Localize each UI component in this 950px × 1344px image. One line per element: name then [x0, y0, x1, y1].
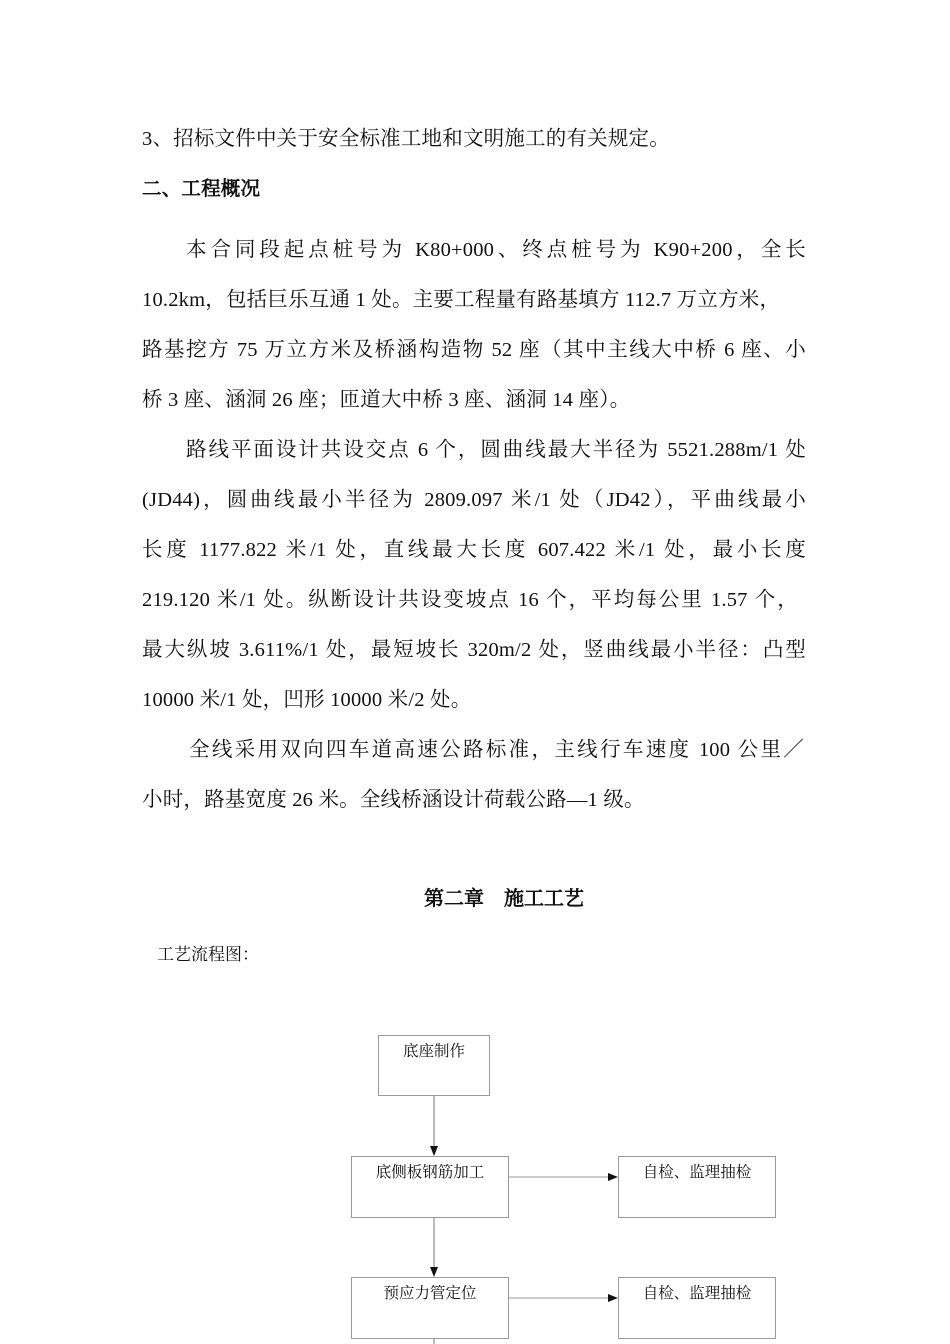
chapter-title: 第二章 施工工艺 — [424, 886, 584, 910]
paragraph-2-line-4: 219.120 米/1 处。纵断设计共设变坡点 16 个，平均每公里 1.57 个， — [142, 589, 798, 611]
flow-node-duct: 预应力管定位 — [351, 1277, 509, 1339]
paragraph-2-line-2: (JD44)，圆曲线最小半径为 2809.097 米/1 处（JD42），平曲线最小 — [142, 489, 806, 511]
paragraph-2-line-1: 路线平面设计共设交点 6 个，圆曲线最大半径为 5521.288m/1 处 — [186, 439, 806, 461]
text-line-1: 3、招标文件中关于安全标准工地和文明施工的有关规定。 — [142, 128, 670, 150]
flow-node-base: 底座制作 — [378, 1035, 490, 1096]
paragraph-3-line-2: 小时，路基宽度 26 米。全线桥涵设计荷载公路—1 级。 — [142, 789, 645, 811]
paragraph-2-line-3: 长度 1177.822 米/1 处，直线最大长度 607.422 米/1 处，最小长度 — [142, 539, 806, 561]
paragraph-1-line-2: 10.2km，包括巨乐互通 1 处。主要工程量有路基填方 112.7 万立方米， — [142, 289, 781, 311]
paragraph-1-line-1: 本合同段起点桩号为 K80+000、终点桩号为 K90+200，全长 — [186, 239, 806, 261]
paragraph-2-line-5: 最大纵坡 3.611%/1 处，最短坡长 320m/2 处，竖曲线最小半径：凸型 — [142, 639, 806, 661]
flowchart-label: 工艺流程图： — [157, 945, 259, 964]
paragraph-1-line-4: 桥 3 座、涵洞 26 座；匝道大中桥 3 座、涵洞 14 座）。 — [142, 389, 631, 411]
paragraph-3-line-1: 全线采用双向四车道高速公路标准，主线行车速度 100 公里／ — [189, 739, 804, 761]
flow-node-check-1: 自检、监理抽检 — [618, 1156, 776, 1218]
paragraph-1-line-3: 路基挖方 75 万立方米及桥涵构造物 52 座（其中主线大中桥 6 座、小 — [142, 339, 806, 361]
section-heading: 二、工程概况 — [142, 177, 261, 200]
flow-node-rebar: 底侧板钢筋加工 — [351, 1156, 509, 1218]
flow-node-check-2: 自检、监理抽检 — [618, 1277, 776, 1339]
paragraph-2-line-6: 10000 米/1 处，凹形 10000 米/2 处。 — [142, 689, 472, 711]
